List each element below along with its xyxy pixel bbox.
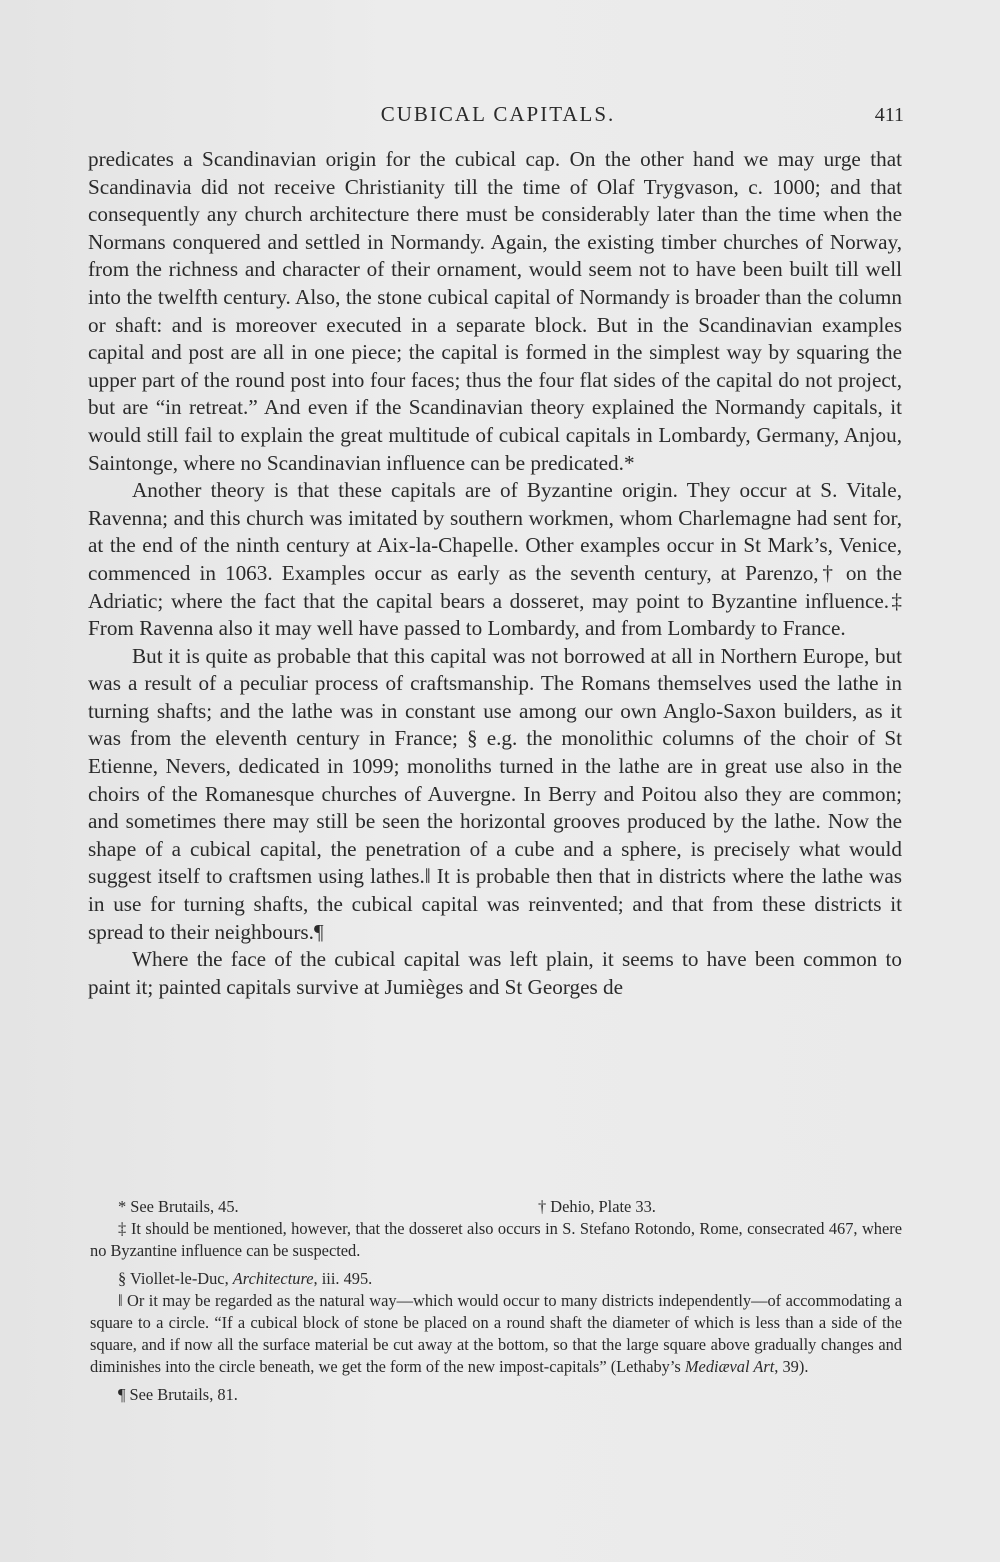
footnote-dagger: † Dehio, Plate 33.: [538, 1197, 656, 1216]
footnote-parallel: ‖ Or it may be regarded as the natural way—which would occur to many districts independently—of accommodating a square to a circle. “If a cubical block of stone be placed on a round shaft the diameter of which is less than a side of the square, and if now all the surface material be cut away at the bottom, so that the large square above gradually changes and diminishes into the circle beneath, we get the form of the new impost-capitals” (Lethaby’s Mediæval Art, 39).: [90, 1291, 902, 1376]
page-header: [88, 100, 908, 134]
page-number: 411: [874, 104, 904, 126]
paragraph-2: Another theory is that these capitals are of Byzantine origin. They occur at S. Vitale, Ravenna; and this church was imitated by southern workmen, whom Charlemagne had sent for, at the end of the ninth century at Aix-la-Chapelle. Other examples occur in St Mark’s, Venice, commenced in 1063. Examples occur as early as the seventh century, at Parenzo,† on the Adriatic; where the fact that the capital bears a dosseret, may point to Byzantine influence.‡ From Ravenna also it may well have passed to Lombardy, and from Lombardy to France.: [88, 478, 902, 641]
footnote-double-dagger: ‡ It should be mentioned, however, that the dosseret also occurs in S. Stefano Rotondo, Rome, consecrated 467, where no Byzantine influence can be suspected.: [90, 1219, 902, 1260]
paragraph-1: predicates a Scandinavian origin for the cubical cap. On the other hand we may urge that Scandinavia did not receive Christianity till the time of Olaf Trygvason, c. 1000; and that consequently any church architecture there must be considerably later than the time when the Normans conquered and settled in Normandy. Again, the existing timber churches of Norway, from the richness and character of their ornament, would seem not to have been built till well into the twelfth century. Also, the stone cubical capital of Normandy is broader than the column or shaft: and is moreover executed in a separate block. But in the Scandinavian examples capital and post are all in one piece; the capital is formed in the simplest way by squaring the upper part of the round post into four faces; thus the four flat sides of the capital do not project, but are “in retreat.” And even if the Scandinavian theory explained the Normandy capitals, it would still fail to explain the great multitude of cubical capitals in Lombardy, Germany, Anjou, Saintonge, where no Scandinavian influence can be predicated.*: [88, 147, 902, 475]
paragraph-4: Where the face of the cubical capital was left plain, it seems to have been common to paint it; painted capitals survive at Jumièges and St Georges de: [88, 947, 902, 999]
body-text: [88, 146, 902, 1001]
footnote-asterisk: * See Brutails, 45.: [118, 1197, 239, 1216]
footnote-row-1: [90, 1196, 902, 1218]
running-head: CUBICAL CAPITALS.: [380, 102, 616, 126]
paragraph-3: But it is quite as probable that this capital was not borrowed at all in Northern Europe, but was a result of a peculiar process of craftsmanship. The Romans themselves used the lathe in turning shafts; and the lathe was in constant use among our own Anglo-Saxon builders, as it was from the eleventh century in France; § e.g. the monolithic columns of the choir of St Etienne, Nevers, dedicated in 1099; monoliths turned in the lathe are in great use also in the choirs of the Romanesque churches of Auvergne. In Berry and Poitou also they are common; and sometimes there may still be seen the horizontal grooves produced by the lathe. Now the shape of a cubical capital, the penetration of a cube and a sphere, is precisely what would suggest itself to craftsmen using lathes.‖ It is probable then that in districts where the lathe was in use for turning shafts, the cubical capital was reinvented; and that from these districts it spread to their neighbours.¶: [88, 643, 902, 944]
footnotes: [90, 1196, 902, 1406]
footnote-pilcrow: ¶ See Brutails, 81.: [118, 1385, 238, 1404]
footnote-section: § Viollet-le-Duc, Architecture, iii. 495.: [118, 1269, 373, 1288]
